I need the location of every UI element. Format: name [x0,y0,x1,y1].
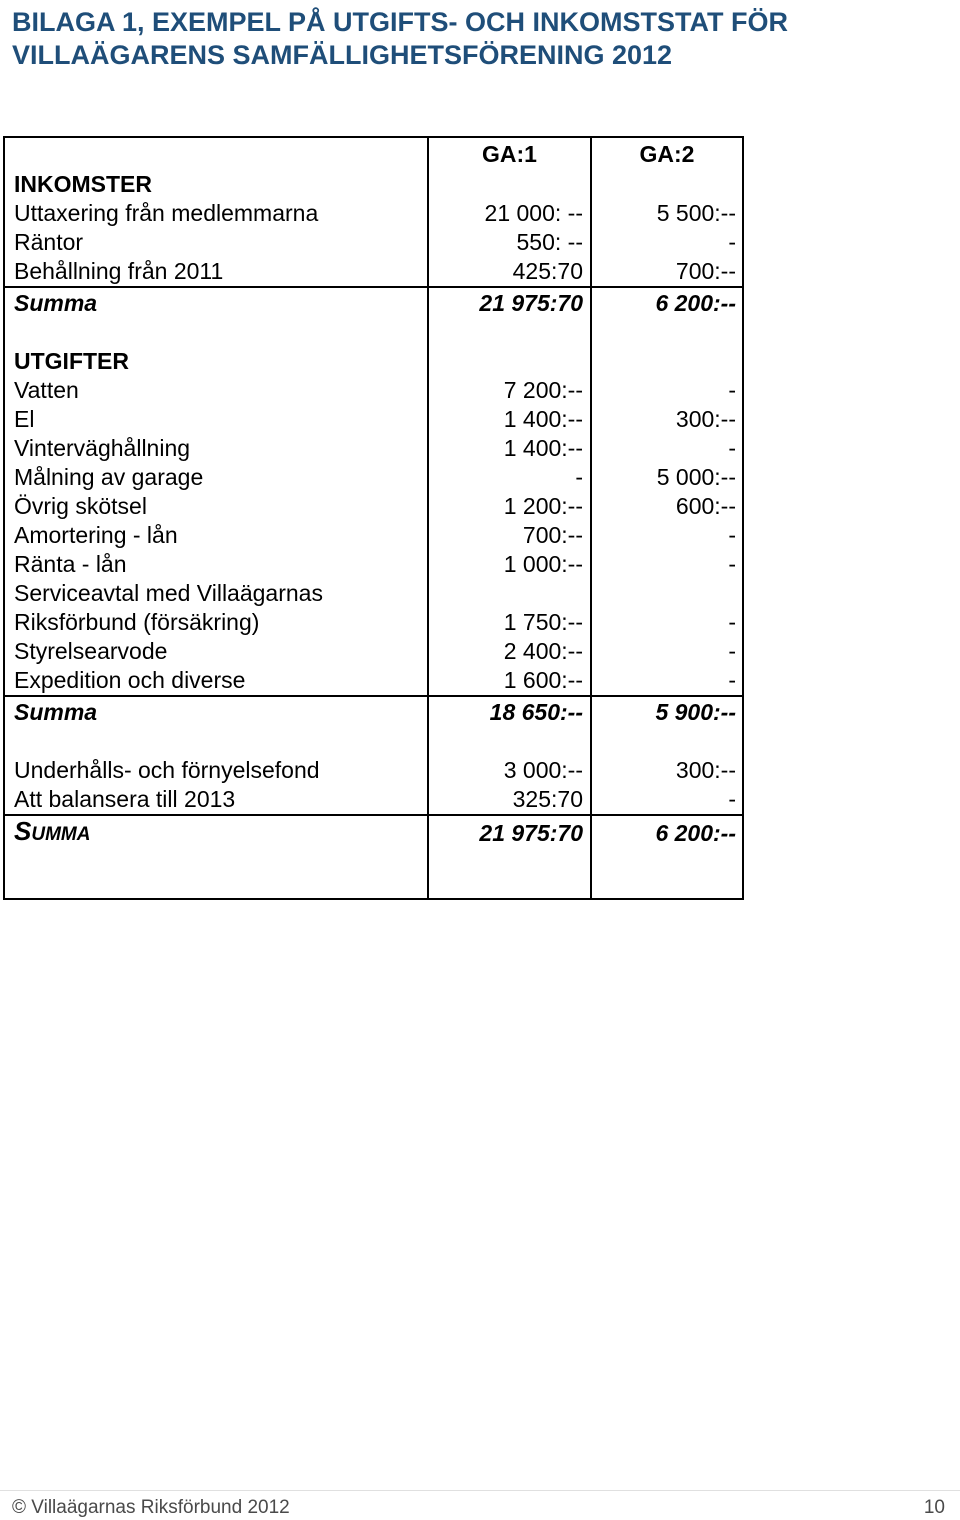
ga1-value: 1 600:-- [428,666,591,696]
ga1-value: 1 400:-- [428,434,591,463]
spacer-row [4,728,743,756]
row-label: Övrig skötsel [4,492,428,521]
ga1-value: 550: -- [428,228,591,257]
ga2-value [591,579,743,608]
section-heading-row [4,347,743,376]
row-label: Serviceavtal med Villaägarnas [4,579,428,608]
ga2-value: - [591,550,743,579]
ga1-value: 425:70 [428,257,591,287]
row-label: Uttaxering från medlemmarna [4,199,428,228]
income-heading: INKOMSTER [4,170,428,199]
ga2-value: - [591,376,743,405]
table-row [4,550,743,579]
ga1-value: 1 750:-- [428,608,591,637]
table-row [4,785,743,815]
header-row [4,137,743,170]
ga1-value [428,579,591,608]
ga1-value: 7 200:-- [428,376,591,405]
ga1-sum: 21 975:70 [428,287,591,319]
title-line-1: BILAGA 1, EXEMPEL PÅ UTGIFTS- OCH INKOMSTSTAT FÖR [12,7,789,37]
column-header-ga1: GA:1 [428,137,591,170]
section-heading-row [4,170,743,199]
ga2-grand-total: 6 200:-- [591,815,743,850]
row-label: El [4,405,428,434]
table-row [4,756,743,785]
table-row [4,405,743,434]
table-row [4,257,743,287]
ga2-value: - [591,608,743,637]
grand-total-row [4,815,743,850]
ga1-value: 1 400:-- [428,405,591,434]
row-label: Att balansera till 2013 [4,785,428,815]
ga2-value: - [591,434,743,463]
grand-total-label [4,815,428,850]
sum-label: Summa [4,287,428,319]
ga2-value: 5 000:-- [591,463,743,492]
row-label: Ränta - lån [4,550,428,579]
row-label: Styrelsearvode [4,637,428,666]
table-row [4,228,743,257]
spacer-row [4,319,743,347]
ga1-value: 2 400:-- [428,637,591,666]
income-sum-row [4,287,743,319]
ga1-sum: 18 650:-- [428,696,591,728]
column-header-ga2: GA:2 [591,137,743,170]
ga1-value: 21 000: -- [428,199,591,228]
ga2-value: - [591,666,743,696]
ga2-value: - [591,521,743,550]
title-line-2: VILLAÄGARENS SAMFÄLLIGHETSFÖRENING 2012 [12,40,673,70]
ga2-value: - [591,785,743,815]
ga1-value: 1 000:-- [428,550,591,579]
row-label: Vinterväghållning [4,434,428,463]
ga1-value: 1 200:-- [428,492,591,521]
grand-total-label-initial: S [14,816,32,846]
sum-label: Summa [4,696,428,728]
table-row [4,579,743,608]
table-row [4,608,743,637]
ga2-value: 700:-- [591,257,743,287]
ga2-value: 300:-- [591,756,743,785]
ga1-value: 325:70 [428,785,591,815]
page-title [12,6,788,72]
table-row [4,492,743,521]
row-label: Underhålls- och förnyelsefond [4,756,428,785]
table-row [4,434,743,463]
ga1-grand-total: 21 975:70 [428,815,591,850]
ga2-sum: 6 200:-- [591,287,743,319]
ga2-sum: 5 900:-- [591,696,743,728]
ga1-value: 700:-- [428,521,591,550]
table-row [4,199,743,228]
table-row [4,666,743,696]
table-row [4,521,743,550]
table-row [4,463,743,492]
table-row [4,376,743,405]
expenses-sum-row [4,696,743,728]
ga2-value: 600:-- [591,492,743,521]
row-label: Vatten [4,376,428,405]
budget-table [3,136,744,900]
row-label: Målning av garage [4,463,428,492]
ga2-value: - [591,637,743,666]
ga2-value: - [591,228,743,257]
page-number: 10 [923,1497,945,1518]
ga1-value: - [428,463,591,492]
row-label: Amortering - lån [4,521,428,550]
row-label: Räntor [4,228,428,257]
table-row [4,637,743,666]
spacer-row [4,850,743,899]
copyright-text: © Villaägarnas Riksförbund 2012 [12,1497,290,1518]
ga1-value: 3 000:-- [428,756,591,785]
grand-total-label-rest: UMMA [31,824,91,845]
expenses-heading: UTGIFTER [4,347,428,376]
row-label: Expedition och diverse [4,666,428,696]
row-label: Behållning från 2011 [4,257,428,287]
row-label: Riksförbund (försäkring) [4,608,428,637]
ga2-value: 300:-- [591,405,743,434]
footer-divider [0,1490,960,1491]
ga2-value: 5 500:-- [591,199,743,228]
